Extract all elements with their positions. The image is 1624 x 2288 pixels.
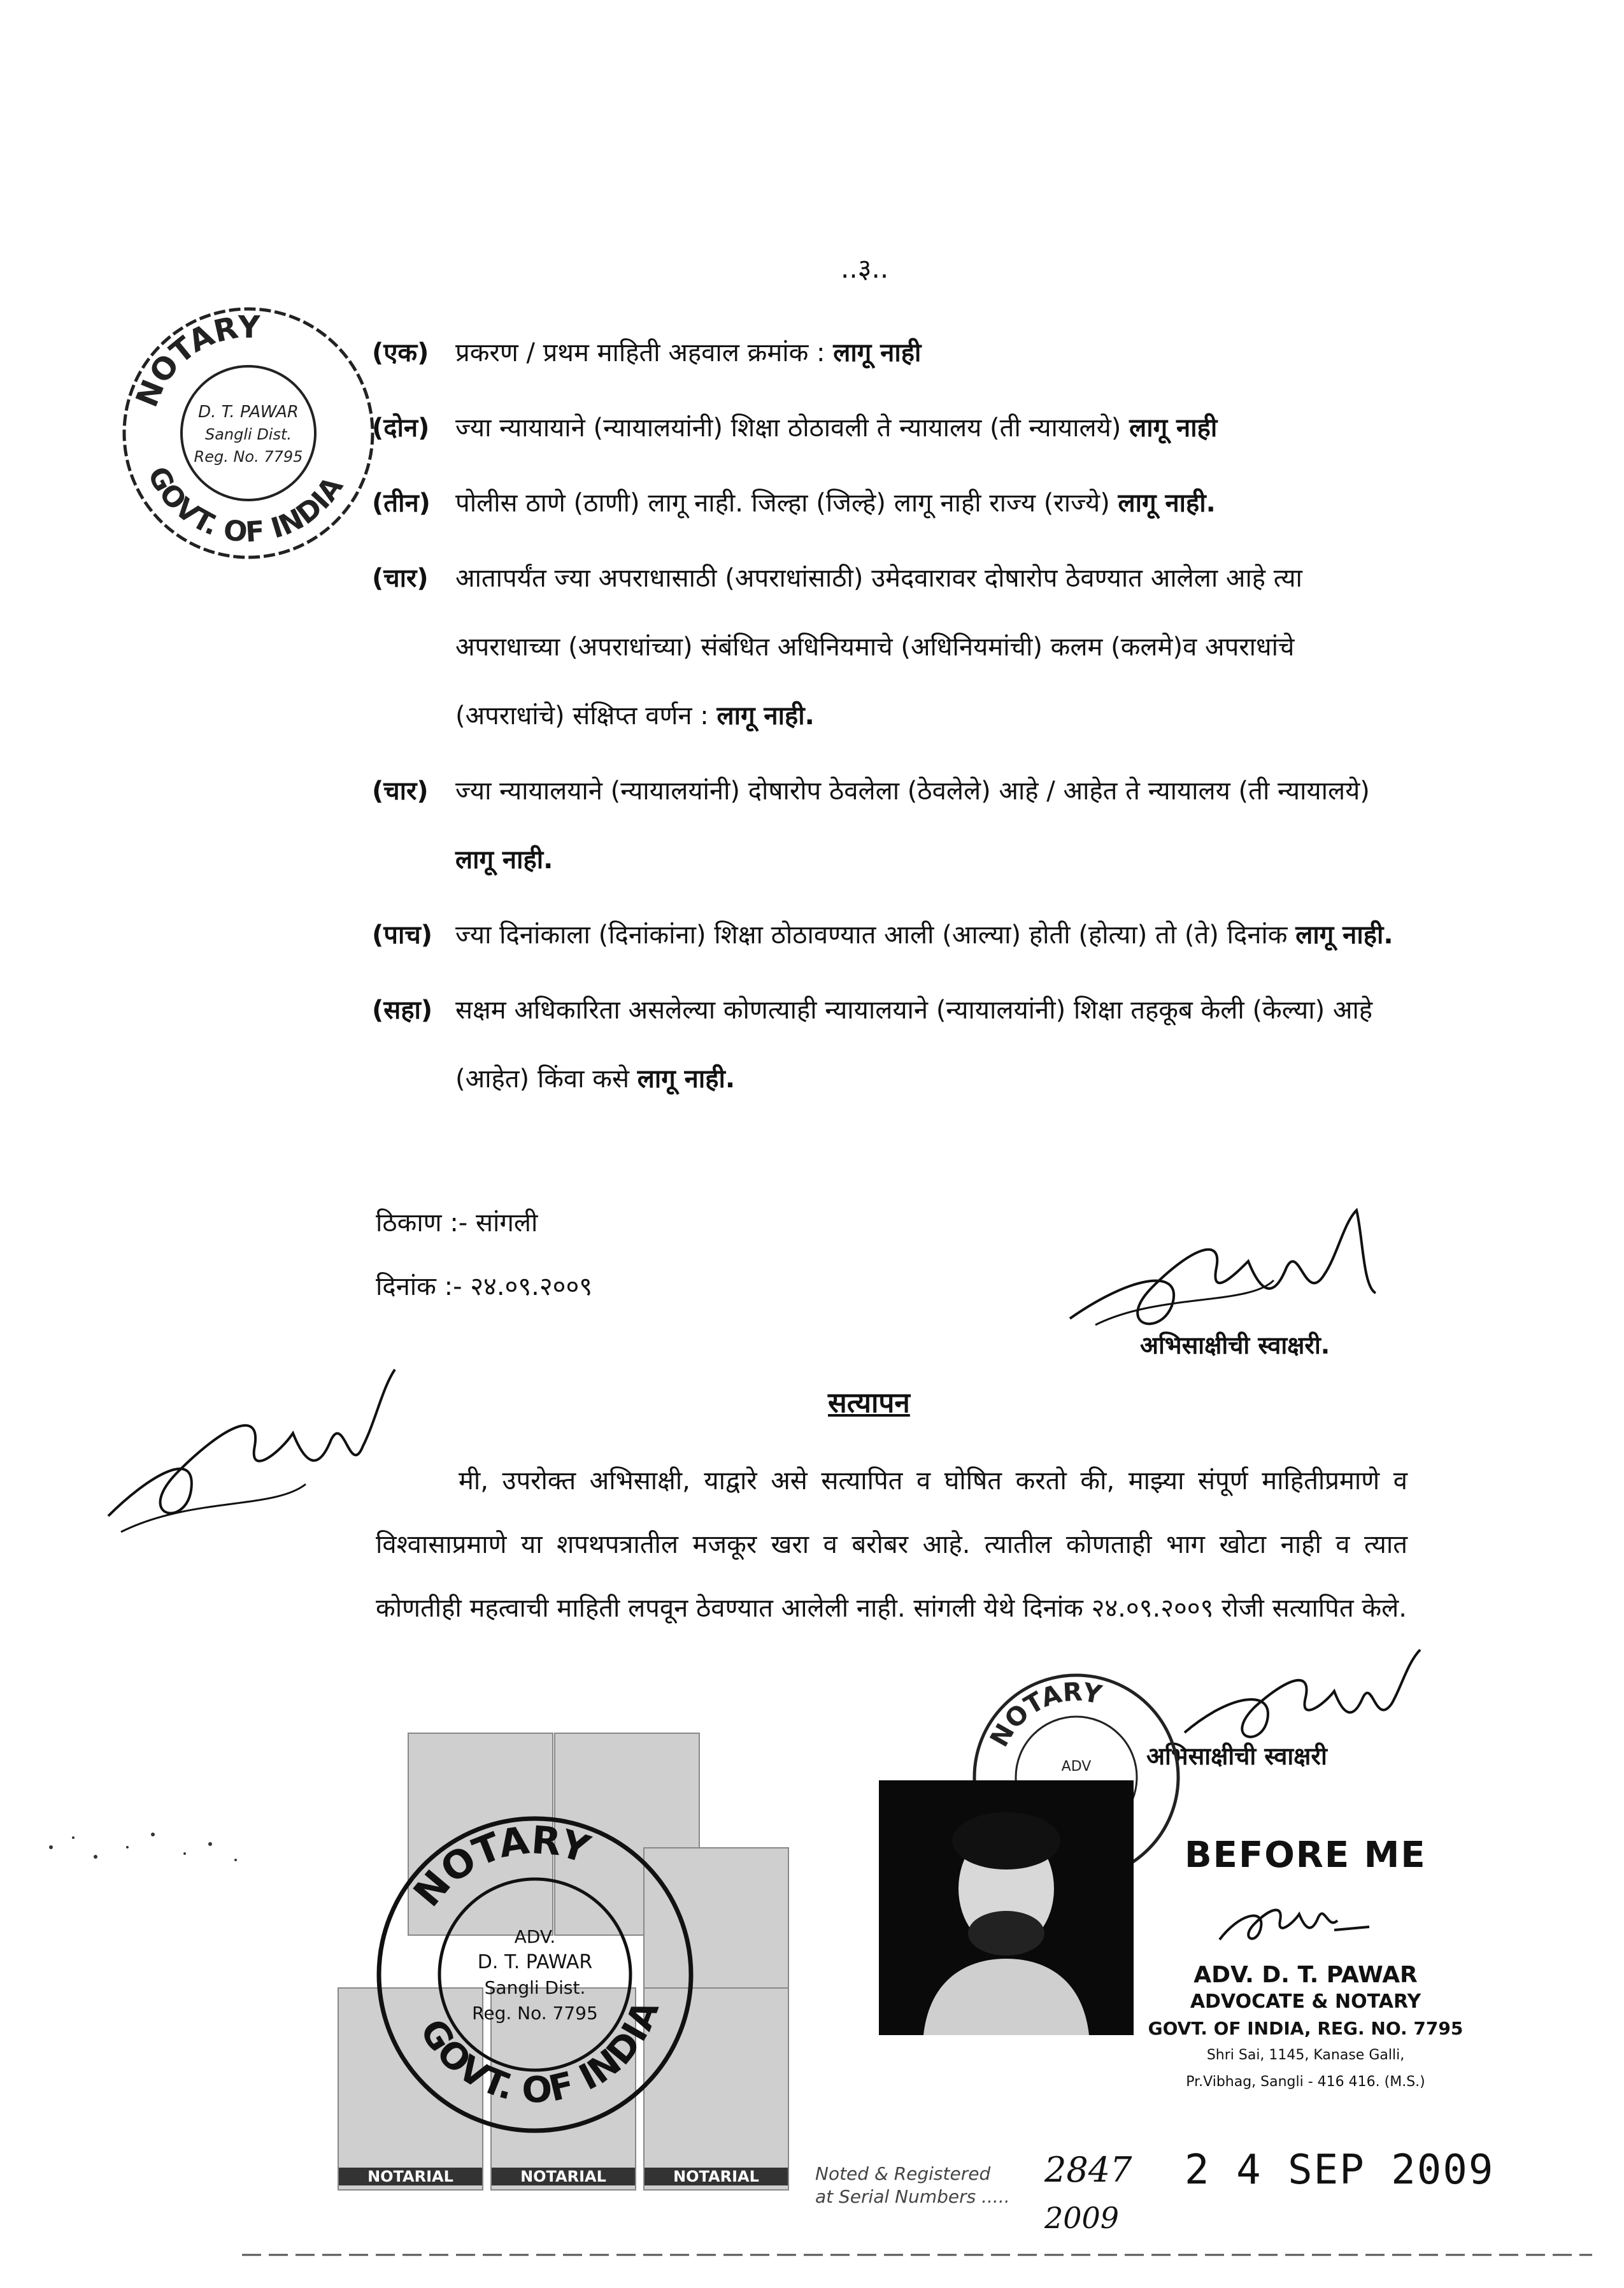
place: ठिकाण :- सांगली [376, 1208, 538, 1238]
margin-signature [96, 1350, 401, 1541]
stamp-label: NOTARIAL [492, 2168, 635, 2185]
stamp-label: NOTARIAL [645, 2168, 788, 2185]
registered-year: 2009 [1044, 2201, 1120, 2235]
seal-center-2: Sangli Dist. [204, 425, 292, 443]
before-me-heading: BEFORE ME [1185, 1834, 1427, 1876]
stamp-label: NOTARIAL [339, 2168, 482, 2185]
page-number: ..३.. [841, 253, 889, 284]
scan-line-bottom [0, 2242, 1624, 2268]
seal-text-top: NOTARY [129, 309, 260, 412]
particular-item-2: (दोन) ज्या न्यायायाने (न्यायालयांनी) शिक्षा ठोठावली ते न्यायालय (ती न्यायालये) लागू नाही [372, 413, 1218, 443]
particular-item-5: (चार) ज्या न्यायालयाने (न्यायालयांनी) दोषारोप ठेवलेला (ठेवलेले) आहे / आहेत ते न्यायालय (ती न्यायालये) लागू नाही. [372, 776, 1370, 875]
registered-line-2: at Serial Numbers ..... [815, 2186, 1010, 2207]
deponent-photo [879, 1780, 1134, 2035]
svg-text:GOVT. OF INDIA [141, 461, 350, 548]
svg-text:NOTARY [405, 1818, 595, 1915]
seal-center-3: Sangli Dist. [484, 1977, 586, 1998]
deponent-signature-1 [1057, 1198, 1414, 1344]
notary-registration: GOVT. OF INDIA, REG. NO. 7795 [1148, 2018, 1464, 2039]
seal-text-bottom: GOVT. OF INDIA [141, 461, 350, 549]
svg-text:NOTARY [129, 310, 261, 412]
seal-center-2: D. T. PAWAR [477, 1951, 593, 1973]
particular-item-3: (तीन) पोलीस ठाणे (ठाणी) लागू नाही. जिल्हा (जिल्हे) लागू नाही राज्य (राज्ये) लागू नाही. [372, 489, 1216, 518]
seal-center-3: Reg. No. 7795 [194, 448, 303, 466]
notary-details [1140, 1962, 1471, 2096]
date: दिनांक :- २४.०९.२००९ [376, 1272, 593, 1301]
svg-text:NOTARY [985, 1677, 1104, 1752]
notary-signature [1210, 1885, 1376, 1956]
seal-text-top: NOTARY [405, 1818, 595, 1915]
particulars-list [372, 318, 1407, 1120]
deponent-signature-label-2: अभिसाक्षीची स्वाक्षरी [1146, 1742, 1327, 1770]
deponent-signature-2 [1172, 1643, 1439, 1752]
particular-item-4: (चार) आतापर्यंत ज्या अपराधासाठी (अपराधांसाठी) उमेदवारावर दोषारोप ठेवण्यात आलेला आहे त्या अपराधाच्या (अपराधांच्या) संबंधित अधिनियमाचे (अधिनियमांची) कलम (कलमे)व अपराधांचे (अपराधांचे) संक्षिप्त वर्णन : लागू नाही. [372, 564, 1302, 731]
notary-address-1: Shri Sai, 1145, Kanase Galli, [1206, 2047, 1405, 2063]
registered-number: 2847 [1044, 2150, 1132, 2190]
seal-text-bottom: GOVT. OF INDIA [411, 1995, 667, 2112]
notary-seal-top-left [115, 299, 382, 567]
verification-body: मी, उपरोक्त अभिसाक्षी, याद्वारे असे सत्यापित व घोषित करतो की, माझ्या संपूर्ण माहितीप्रमाणे व विश्वासाप्रमाणे या शपथपत्रातील मजकूर खरा व बरोबर आहे. त्यातील कोणताही भाग खोटा नाही व त्यात कोणतीही महत्वाची माहिती लपवून ठेवण्यात आलेली नाही. सांगली येथे दिनांक २४.०९.२००९ रोजी सत्यापित केले. [376, 1466, 1407, 1623]
verification-title: सत्यापन [828, 1387, 910, 1419]
scan-marks-left [38, 1822, 248, 1879]
registered-line-1: Noted & Registered [815, 2163, 991, 2184]
particular-item-7: (सहा) सक्षम अधिकारिता असलेल्या कोणत्याही न्यायालयाने (न्यायालयांनी) शिक्षा तहकूब केली (केल्या) आहे (आहेत) किंवा कसे लागू नाही. [372, 996, 1373, 1094]
registered-note [815, 2163, 1010, 2208]
seal-center-1: ADV. [514, 1926, 556, 1947]
seal-text-top: NOTARY [985, 1677, 1104, 1752]
particular-item-6: (पाच) ज्या दिनांकाला (दिनांकांना) शिक्षा ठोठावण्यात आली (आल्या) होती (होत्या) तो (ते) दिनांक लागू नाही. [372, 920, 1393, 950]
notary-name: ADV. D. T. PAWAR [1193, 1962, 1418, 1988]
deponent-signature-label: अभिसाक्षीची स्वाक्षरी. [1140, 1331, 1330, 1359]
particular-item-1: (एक) प्रकरण / प्रथम माहिती अहवाल क्रमांक : लागू नाही [372, 338, 922, 368]
notary-title: ADVOCATE & NOTARY [1190, 1991, 1421, 2013]
seal-center-4: Reg. No. 7795 [472, 2003, 598, 2024]
notary-address-2: Pr.Vibhag, Sangli - 416 416. (M.S.) [1186, 2074, 1425, 2090]
seal-date: 2 4 SEP 2009 [1185, 2147, 1495, 2194]
notary-seal-stamps [369, 1809, 701, 2140]
seal-center-1: D. T. PAWAR [198, 403, 299, 422]
seal-center-1: ADV [1061, 1759, 1092, 1775]
